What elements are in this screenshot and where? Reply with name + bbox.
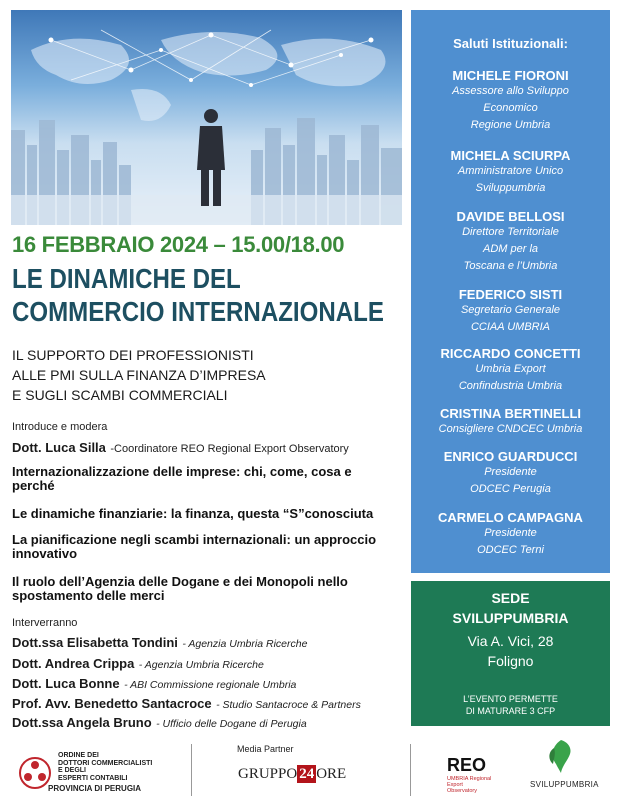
reo-wordmark: REO	[447, 755, 487, 775]
speaker-row	[12, 634, 307, 652]
title-line-1: LE DINAMICHE DEL	[12, 263, 241, 294]
gruppo-text: GRUPPO	[238, 766, 298, 782]
speaker-role: - Ufficio delle Dogane di Perugia	[156, 718, 307, 730]
speaker-row	[12, 714, 307, 732]
venue-address: Via A. Vici, 28	[467, 633, 554, 649]
speaker-name: Dott.ssa Elisabetta Tondini	[12, 635, 178, 650]
hero-image	[11, 10, 402, 225]
venue-name: SVILUPPUMBRIA	[452, 610, 569, 626]
person-role: CCIAA UMBRIA	[470, 321, 551, 333]
person-role: Regione Umbria	[470, 119, 551, 131]
footer-divider	[191, 744, 192, 796]
speaker-role: - ABI Commissione regionale Umbria	[124, 679, 297, 691]
greetings-panel	[411, 10, 610, 573]
reo-sub-1: UMBRIA Regional	[447, 776, 492, 782]
sviluppumbria-logo	[530, 738, 610, 798]
gruppo-24: 24	[299, 766, 315, 782]
greeting-person	[411, 346, 610, 395]
sviluppumbria-wordmark: SVILUPPUMBRIA	[530, 780, 599, 789]
reo-sub-2: Export	[447, 782, 463, 788]
cfp-line-1: L’EVENTO PERMETTE	[463, 694, 558, 704]
title-line-2: COMMERCIO INTERNAZIONALE	[12, 296, 384, 327]
speaker-name: Dott. Andrea Crippa	[12, 656, 135, 671]
person-role: ADM per la	[482, 243, 539, 255]
person-name: RICCARDO CONCETTI	[440, 346, 581, 361]
greeting-person	[411, 68, 610, 134]
venue-city: Foligno	[487, 653, 534, 669]
reo-sub-3: Observatory	[447, 788, 477, 794]
person-name: MICHELE FIORONI	[452, 68, 569, 83]
gruppo-ore: ORE	[316, 766, 347, 782]
greeting-person	[411, 287, 610, 336]
person-role: Presidente	[484, 527, 537, 539]
odcec-logo	[18, 752, 168, 796]
greetings-heading: Saluti Istituzionali:	[453, 36, 568, 51]
odcec-line-3: E DEGLI	[58, 767, 87, 774]
person-role: Sviluppumbria	[475, 182, 546, 194]
event-date: 16 FEBBRAIO 2024 – 15.00/18.00	[12, 232, 345, 257]
person-name: FEDERICO SISTI	[458, 287, 563, 302]
speaker-role: - Studio Santacroce & Partners	[216, 699, 361, 711]
person-role: ODCEC Perugia	[470, 483, 551, 495]
odcec-line-4: ESPERTI CONTABILI	[58, 774, 128, 782]
speaker-row	[12, 695, 361, 713]
greeting-person	[411, 406, 610, 438]
moderator-role: -Coordinatore REO Regional Export Observatory	[110, 443, 349, 455]
odcec-emblem-icon	[18, 756, 52, 790]
person-role: Economico	[483, 102, 538, 114]
cfp-note	[411, 693, 610, 717]
subtitle-line-2: ALLE PMI SULLA FINANZA D’IMPRESA	[12, 367, 266, 383]
event-title	[12, 262, 384, 328]
person-name: DAVIDE BELLOSI	[456, 209, 565, 224]
person-name: CRISTINA BERTINELLI	[439, 406, 582, 421]
media-partner-label: Media Partner	[237, 744, 294, 754]
venue-label: SEDE	[491, 590, 530, 606]
person-role: Confindustria Umbria	[458, 380, 563, 392]
subtitle-line-3: E SUGLI SCAMBI COMMERCIALI	[12, 387, 228, 403]
odcec-line-1: ORDINE DEI	[58, 752, 99, 759]
person-role: Umbria Export	[475, 363, 546, 375]
topic-1: Internazionalizzazione delle imprese: chi, come, cosa e perché	[12, 464, 352, 493]
person-role: Direttore Territoriale	[462, 226, 559, 238]
speaker-role: - Agenzia Umbria Ricerche	[138, 659, 264, 671]
person-name: CARMELO CAMPAGNA	[438, 510, 583, 525]
greeting-person	[411, 510, 610, 559]
topic-4: Il ruolo dell’Agenzia delle Dogane e dei Monopoli nello spostamento delle merci	[12, 574, 348, 603]
moderator-row	[12, 439, 349, 457]
greeting-person	[411, 209, 610, 275]
speaker-role: - Agenzia Umbria Ricerche	[182, 638, 308, 650]
gruppo24ore-logo	[238, 766, 346, 783]
topic-3: La pianificazione negli scambi internazionali: un approccio innovativo	[12, 532, 377, 561]
person-role: Assessore allo Sviluppo	[452, 85, 569, 97]
person-role: Toscana e l’Umbria	[463, 260, 558, 272]
event-subtitle	[12, 345, 266, 405]
venue-panel	[411, 581, 610, 726]
odcec-line-2: DOTTORI COMMERCIALISTI	[58, 759, 153, 767]
footer-divider	[410, 744, 411, 796]
businessman-figure	[197, 109, 225, 206]
person-role: Segretario Generale	[460, 304, 561, 316]
subtitle-line-1: IL SUPPORTO DEI PROFESSIONISTI	[12, 347, 254, 363]
intro-label: Introduce e modera	[12, 421, 108, 433]
greeting-person	[411, 148, 610, 197]
person-role: Presidente	[484, 466, 537, 478]
person-name: ENRICO GUARDUCCI	[443, 449, 578, 464]
greeting-person	[411, 449, 610, 498]
person-role: Consigliere CNDCEC Umbria	[438, 423, 583, 435]
speaker-name: Dott.ssa Angela Bruno	[12, 715, 152, 730]
person-name: MICHELA SCIURPA	[450, 148, 571, 163]
speaker-row	[12, 655, 264, 673]
person-role: Amministratore Unico	[457, 165, 564, 177]
speaker-name: Dott. Luca Bonne	[12, 676, 120, 691]
speakers-label: Interverranno	[12, 617, 78, 629]
cfp-line-2: DI MATURARE 3 CFP	[465, 706, 556, 716]
topic-2: Le dinamiche finanziarie: la finanza, questa “S”conosciuta	[12, 506, 374, 521]
reo-logo	[447, 755, 517, 795]
moderator-name: Dott. Luca Silla	[12, 440, 106, 455]
world-map-city-illustration	[11, 10, 402, 225]
person-role: ODCEC Terni	[477, 544, 544, 556]
speaker-row	[12, 675, 296, 693]
speaker-name: Prof. Avv. Benedetto Santacroce	[12, 696, 212, 711]
odcec-province: PROVINCIA DI PERUGIA	[48, 784, 142, 793]
sviluppumbria-leaf-icon	[544, 738, 578, 774]
